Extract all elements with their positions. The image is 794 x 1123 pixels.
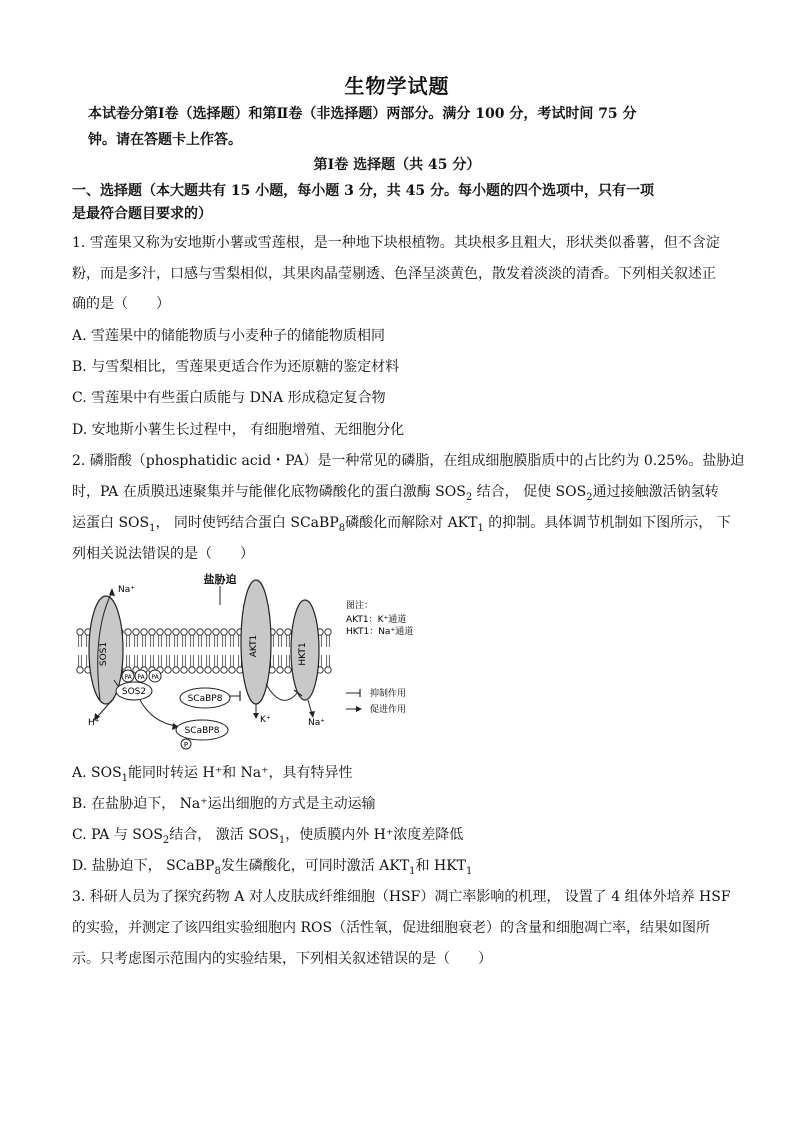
pa-label: PA bbox=[124, 674, 132, 681]
legend-akt1: AKT1：K⁺通道 bbox=[346, 615, 407, 625]
scabp8-phospho-label: SCaBP8 bbox=[184, 726, 220, 736]
k-arrowhead bbox=[253, 713, 259, 719]
q2-option-a: A. $SOS_1$能同时转运 H⁺和 Na⁺，具有特异性 bbox=[72, 765, 353, 784]
legend-promote-label: 促进作用 bbox=[370, 705, 407, 715]
lipid-head bbox=[189, 667, 195, 673]
legend-promote-arrowhead bbox=[356, 706, 362, 712]
lipid-head bbox=[325, 667, 331, 673]
lipid-head bbox=[189, 629, 195, 635]
sos1-label: SOS1 bbox=[99, 641, 109, 667]
q3-stem-line-3: 示。只考虑图示范围内的实验结果，下列相关叙述错误的是（ ） bbox=[72, 951, 492, 967]
pa-label: PA bbox=[151, 674, 159, 681]
q2-stem-line-4: 列相关说法错误的是（ ） bbox=[72, 546, 254, 562]
intro-line-1: 本试卷分第Ⅰ卷（选择题）和第Ⅱ卷（非选择题）两部分。满分 100 分，考试时间 75 分 bbox=[88, 106, 637, 122]
sos2-label: SOS2 bbox=[121, 687, 147, 697]
pa-label: PA bbox=[137, 674, 145, 681]
q2-option-d: D. 盐胁迫下， SCaBP$_8$发生磷酸化，可同时激活 $AKT_1$和 $HKT_1$ bbox=[72, 858, 473, 877]
q1-stem-line-1: 1. 雪莲果又称为安地斯小薯或雪莲根，是一种地下块根植物。其块根多且粗大，形状类似番薯，但不含淀 bbox=[72, 235, 720, 251]
lipid-head bbox=[213, 629, 219, 635]
lipid-head bbox=[221, 629, 227, 635]
lipid-head bbox=[277, 629, 283, 635]
section1-heading-line-1: 一、选择题（本大题共有 15 小题，每小题 3 分，共 45 分。每小题的四个选项中，只有一项 bbox=[72, 183, 654, 199]
intro-line-2: 钟。请在答题卡上作答。 bbox=[88, 132, 242, 148]
q1-option-b: B. 与雪梨相比，雪莲果更适合作为还原糖的鉴定材料 bbox=[72, 359, 400, 375]
lipid-head bbox=[229, 667, 235, 673]
legend-inhibit-label: 抑制作用 bbox=[370, 689, 407, 699]
sos1-na-arrowhead bbox=[109, 588, 115, 596]
q1-stem-line-2: 粉，而是多汁，口感与雪梨相似，其果肉晶莹剔透、色泽呈淡黄色，散发着淡淡的清香。下列相关叙述正 bbox=[72, 266, 716, 282]
lipid-head bbox=[157, 629, 163, 635]
hkt1-label: HKT1 bbox=[298, 642, 308, 666]
na-in-label: Na⁺ bbox=[308, 718, 325, 728]
lipid-head bbox=[325, 629, 331, 635]
lipid-head bbox=[181, 667, 187, 673]
k-label: K⁺ bbox=[260, 715, 271, 725]
legend-hkt1: HKT1：Na⁺通道 bbox=[346, 627, 414, 637]
lipid-head bbox=[229, 629, 235, 635]
q3-stem-line-2: 的实验，并测定了该四组实验细胞内 ROS（活性氧，促进细胞衰老）的含量和细胞凋亡率，结果如图所 bbox=[72, 920, 711, 936]
lipid-head bbox=[77, 629, 83, 635]
hkt1-na-arrowhead bbox=[309, 711, 315, 718]
salt-stress-label: 盐胁迫 bbox=[203, 573, 237, 586]
part1-heading: 第Ⅰ卷 选择题（共 45 分） bbox=[313, 157, 481, 173]
h-label: H⁺ bbox=[88, 718, 100, 728]
page-title: 生物学试题 bbox=[344, 74, 450, 98]
lipid-head bbox=[165, 629, 171, 635]
lipid-head bbox=[173, 629, 179, 635]
lipid-head bbox=[285, 629, 291, 635]
lipid-head bbox=[205, 667, 211, 673]
lipid-head bbox=[277, 667, 283, 673]
q1-stem-line-3: 确的是（ ） bbox=[72, 296, 170, 312]
lipid-head bbox=[205, 629, 211, 635]
lipid-head bbox=[173, 667, 179, 673]
akt1-label: AKT1 bbox=[249, 634, 259, 658]
lipid-head bbox=[77, 667, 83, 673]
lipid-head bbox=[285, 667, 291, 673]
lipid-head bbox=[125, 629, 131, 635]
q3-stem-line-1: 3. 科研人员为了探究药物 A 对人皮肤成纤维细胞（HSF）凋亡率影响的机理， 设置了 4 组体外培养 HSF bbox=[72, 889, 731, 905]
q1-option-d: D. 安地斯小薯生长过程中， 有细胞增殖、无细胞分化 bbox=[72, 422, 405, 438]
lipid-head bbox=[149, 629, 155, 635]
q2-stem-line-2: 时，PA 在质膜迅速聚集并与能催化底物磷酸化的蛋白激酶 $SOS_2$ 结合， 促使 $SOS_2$通过接触激活钠氢转 bbox=[72, 484, 719, 503]
akt1-hkt1-arc bbox=[266, 684, 298, 700]
scabp8-label: SCaBP8 bbox=[187, 694, 223, 704]
lipid-head bbox=[213, 667, 219, 673]
q2-option-c: C. PA 与 $SOS_2$结合， 激活 $SOS_1$，使质膜内外 H⁺浓度差降低 bbox=[72, 827, 464, 846]
lipid-head bbox=[181, 629, 187, 635]
section1-heading-line-2: 是最符合题目要求的） bbox=[72, 206, 212, 222]
q2-stem-line-1: 2. 磷脂酸（phosphatidic acid・PA）是一种常见的磷脂，在组成细胞膜脂质中的占比约为 0.25%。盐胁迫 bbox=[72, 453, 745, 469]
q2-option-b: B. 在盐胁迫下， Na⁺运出细胞的方式是主动运输 bbox=[72, 796, 376, 812]
phosphorylation-arrow bbox=[140, 700, 176, 726]
lipid-head bbox=[133, 629, 139, 635]
q1-option-c: C. 雪莲果中有些蛋白质能与 DNA 形成稳定复合物 bbox=[72, 390, 386, 406]
lipid-head bbox=[221, 667, 227, 673]
q1-option-a: A. 雪莲果中的储能物质与小麦种子的储能物质相同 bbox=[72, 328, 386, 344]
lipid-head bbox=[197, 667, 203, 673]
lipid-head bbox=[141, 629, 147, 635]
phosphate-label: P bbox=[183, 741, 189, 749]
pa-group bbox=[122, 670, 161, 682]
membrane-diagram bbox=[72, 572, 432, 757]
legend-title: 图注： bbox=[346, 601, 374, 611]
lipid-head bbox=[165, 667, 171, 673]
lipid-head bbox=[197, 629, 203, 635]
q2-stem-line-3: 运蛋白 $SOS_1$， 同时使钙结合蛋白 SCaBP$_8$磷酸化而解除对 $AKT_1$ 的抑制。具体调节机制如下图所示， 下 bbox=[72, 515, 731, 534]
na-top-label: Na⁺ bbox=[118, 585, 135, 595]
